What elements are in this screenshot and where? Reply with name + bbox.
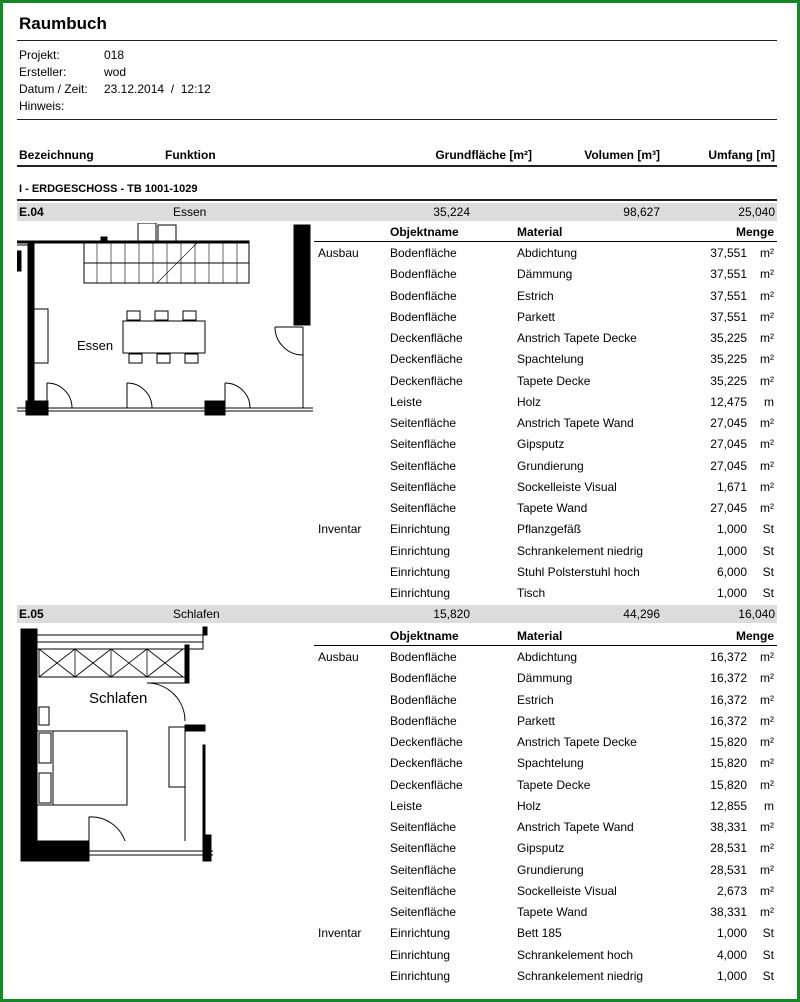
table-header-material: Material [517,629,563,643]
row-material: Anstrich Tapete Decke [517,331,637,345]
row-quantity: 16,372 [710,650,747,664]
row-material: Estrich [517,692,554,707]
row-object: Seitenfläche [390,820,457,834]
table-header-objektname: Objektname [390,629,459,643]
row-object: Bodenfläche [390,671,457,686]
column-header-funktion: Funktion [165,148,216,162]
row-quantity: 15,820 [710,777,747,792]
row-unit: m² [760,650,774,664]
row-group: Ausbau [318,246,359,260]
table-row [314,923,777,944]
row-material: Estrich [517,288,554,303]
meta-note [19,98,104,115]
row-material: Tapete Wand [517,905,588,919]
row-unit: m² [760,735,774,749]
meta-label: Datum / Zeit: [19,82,88,96]
plan-room-label: Schlafen [89,690,148,707]
floor-plan-essen [17,223,313,419]
row-material: Spachtelung [517,352,584,367]
row-unit: m [764,798,774,813]
row-object: Seitenfläche [390,458,457,473]
row-unit: m² [760,458,774,473]
row-material: Tapete Wand [517,501,588,515]
row-object: Seitenfläche [390,479,457,494]
row-material: Parkett [517,309,556,324]
row-object: Deckenfläche [390,756,463,771]
row-unit: St [762,968,774,983]
row-unit: m² [760,820,774,834]
row-quantity: 16,372 [710,671,747,686]
room-header [17,203,777,221]
table-row [314,498,777,519]
table-row [314,413,777,434]
row-quantity: 15,820 [710,756,747,771]
table-row [314,711,777,732]
row-quantity: 4,000 [716,947,747,962]
row-quantity: 27,045 [710,458,747,473]
row-quantity: 2,673 [716,883,747,898]
material-table-header [314,628,777,646]
row-quantity: 28,531 [710,862,747,877]
row-quantity: 1,000 [716,522,747,537]
row-unit: m² [760,288,774,303]
row-quantity: 37,551 [710,267,747,282]
table-row [314,307,777,328]
row-object: Seitenfläche [390,501,457,515]
row-unit: m² [760,352,774,367]
table-row [314,753,777,774]
row-material: Parkett [517,713,556,728]
material-table-header [314,224,777,242]
row-quantity: 16,372 [710,692,747,707]
row-unit: m² [760,883,774,898]
row-material: Holz [517,394,542,409]
row-quantity: 37,551 [710,288,747,303]
row-material: Schrankelement hoch [517,947,634,962]
row-unit: m² [760,309,774,324]
report-title: Raumbuch [19,14,107,33]
row-object: Einrichtung [390,543,451,558]
table-row [314,456,777,477]
row-object: Deckenfläche [390,373,463,388]
table-row [314,371,777,392]
plan-room-label: Essen [77,338,114,353]
row-material: Pflanzgefäß [517,522,582,537]
title-rule [17,40,777,41]
table-header-material: Material [517,225,563,239]
row-material: Spachtelung [517,756,584,771]
row-object: Bodenfläche [390,288,457,303]
table-row [314,583,777,604]
row-material: Sockelleiste Visual [517,479,617,494]
row-unit: m² [760,331,774,345]
table-row [314,860,777,881]
row-quantity: 37,551 [710,309,747,324]
row-material: Dämmung [517,671,573,686]
row-quantity: 1,000 [716,926,747,941]
table-row [314,477,777,498]
table-row [314,434,777,455]
floor-plan-schlafen [17,625,217,865]
table-row [314,349,777,370]
row-object: Seitenfläche [390,883,457,898]
meta-value: wod [104,65,127,79]
row-quantity: 38,331 [710,820,747,834]
room-volumen: 98,627 [623,205,660,219]
row-quantity: 12,855 [710,798,747,813]
row-material: Schrankelement niedrig [517,968,644,983]
row-object: Bodenfläche [390,267,457,282]
meta-label: Projekt: [19,48,60,62]
row-object: Einrichtung [390,564,451,579]
row-unit: m² [760,437,774,452]
row-material: Schrankelement niedrig [517,543,644,558]
row-quantity: 1,000 [716,968,747,983]
table-row [314,838,777,859]
room-id: E.05 [19,607,44,621]
table-header-menge: Menge [735,629,774,643]
table-row [314,562,777,583]
row-object: Deckenfläche [390,331,463,345]
meta-datetime [19,81,211,98]
table-row [314,243,777,264]
meta-value: 018 [104,48,125,62]
row-object: Leiste [390,798,423,813]
table-row [314,264,777,285]
table-row [314,775,777,796]
row-unit: m² [760,267,774,282]
row-unit: m² [760,246,774,260]
row-quantity: 1,000 [716,543,747,558]
section-rule [17,199,777,201]
row-material: Anstrich Tapete Wand [517,820,634,834]
row-unit: m² [760,479,774,494]
table-row [314,966,777,987]
row-material: Gipsputz [517,437,565,452]
room-function: Schlafen [173,607,220,621]
row-object: Deckenfläche [390,352,463,367]
row-quantity: 35,225 [710,331,747,345]
row-material: Holz [517,798,542,813]
row-object: Bodenfläche [390,246,457,260]
row-quantity: 37,551 [710,246,747,260]
row-object: Deckenfläche [390,777,463,792]
row-object: Einrichtung [390,926,451,941]
row-quantity: 28,531 [710,841,747,856]
table-row [314,647,777,668]
row-unit: m² [760,841,774,856]
row-object: Seitenfläche [390,416,457,430]
column-header-volumen: Volumen [m³] [584,148,660,162]
row-material: Anstrich Tapete Wand [517,416,634,430]
meta-label: Hinweis: [19,99,65,113]
row-object: Einrichtung [390,947,451,962]
room-id: E.04 [19,205,44,219]
row-unit: m² [760,713,774,728]
room-function: Essen [173,205,207,219]
meta-project [19,47,124,64]
column-header-bezeichnung: Bezeichnung [19,148,94,162]
row-object: Bodenfläche [390,713,457,728]
row-unit: St [762,564,774,579]
row-quantity: 12,475 [710,394,747,409]
row-object: Seitenfläche [390,862,457,877]
row-object: Leiste [390,394,423,409]
row-quantity: 16,372 [710,713,747,728]
section-title: I - ERDGESCHOSS - TB 1001-1029 [19,183,198,195]
row-unit: St [762,543,774,558]
row-material: Stuhl Polsterstuhl hoch [517,564,640,579]
row-quantity: 35,225 [710,373,747,388]
row-object: Seitenfläche [390,905,457,919]
row-unit: m² [760,501,774,515]
row-material: Grundierung [517,458,584,473]
row-material: Gipsputz [517,841,565,856]
row-material: Tisch [517,586,546,600]
table-row [314,328,777,349]
row-quantity: 35,225 [710,352,747,367]
row-material: Dämmung [517,267,573,282]
row-quantity: 1,671 [716,479,747,494]
table-row [314,796,777,817]
row-object: Seitenfläche [390,437,457,452]
table-row [314,732,777,753]
row-quantity: 27,045 [710,437,747,452]
row-unit: St [762,926,774,941]
row-object: Einrichtung [390,586,451,600]
table-row [314,541,777,562]
row-object: Bodenfläche [390,692,457,707]
row-material: Abdichtung [517,650,578,664]
table-row [314,668,777,689]
room-header [17,605,777,623]
row-quantity: 1,000 [716,586,747,600]
row-unit: m² [760,862,774,877]
row-unit: m² [760,692,774,707]
row-quantity: 27,045 [710,416,747,430]
row-object: Bodenfläche [390,309,457,324]
table-row [314,392,777,413]
row-unit: m² [760,905,774,919]
row-unit: St [762,947,774,962]
row-material: Grundierung [517,862,584,877]
table-row [314,881,777,902]
row-quantity: 15,820 [710,735,747,749]
row-object: Einrichtung [390,968,451,983]
room-umfang: 16,040 [738,607,775,621]
row-quantity: 6,000 [716,564,747,579]
row-quantity: 38,331 [710,905,747,919]
meta-author [19,64,126,81]
row-material: Anstrich Tapete Decke [517,735,637,749]
row-unit: m² [760,373,774,388]
room-umfang: 25,040 [738,205,775,219]
meta-value: 23.12.2014 / 12:12 [104,82,211,96]
row-group: Inventar [318,522,362,537]
room-volumen: 44,296 [623,607,660,621]
row-unit: St [762,586,774,600]
table-row [314,902,777,923]
row-object: Deckenfläche [390,735,463,749]
row-unit: m² [760,756,774,771]
table-header-objektname: Objektname [390,225,459,239]
table-row [314,945,777,966]
column-header-grundflaeche: Grundfläche [m²] [435,148,532,162]
row-unit: m [764,394,774,409]
row-material: Tapete Decke [517,777,591,792]
row-unit: m² [760,416,774,430]
column-header-rule [17,165,777,167]
room-grundflaeche: 35,224 [433,205,470,219]
meta-rule [17,119,777,120]
table-row [314,817,777,838]
row-object: Bodenfläche [390,650,457,664]
table-header-menge: Menge [735,225,774,239]
row-material: Bett 185 [517,926,562,941]
row-material: Abdichtung [517,246,578,260]
column-header-umfang: Umfang [m] [708,148,775,162]
table-row [314,519,777,540]
row-unit: m² [760,671,774,686]
meta-label: Ersteller: [19,65,67,79]
row-group: Inventar [318,926,362,941]
row-unit: St [762,522,774,537]
table-row [314,286,777,307]
row-object: Einrichtung [390,522,451,537]
row-unit: m² [760,777,774,792]
row-material: Tapete Decke [517,373,591,388]
row-object: Seitenfläche [390,841,457,856]
row-quantity: 27,045 [710,501,747,515]
room-grundflaeche: 15,820 [433,607,470,621]
row-material: Sockelleiste Visual [517,883,617,898]
row-group: Ausbau [318,650,359,664]
table-row [314,690,777,711]
